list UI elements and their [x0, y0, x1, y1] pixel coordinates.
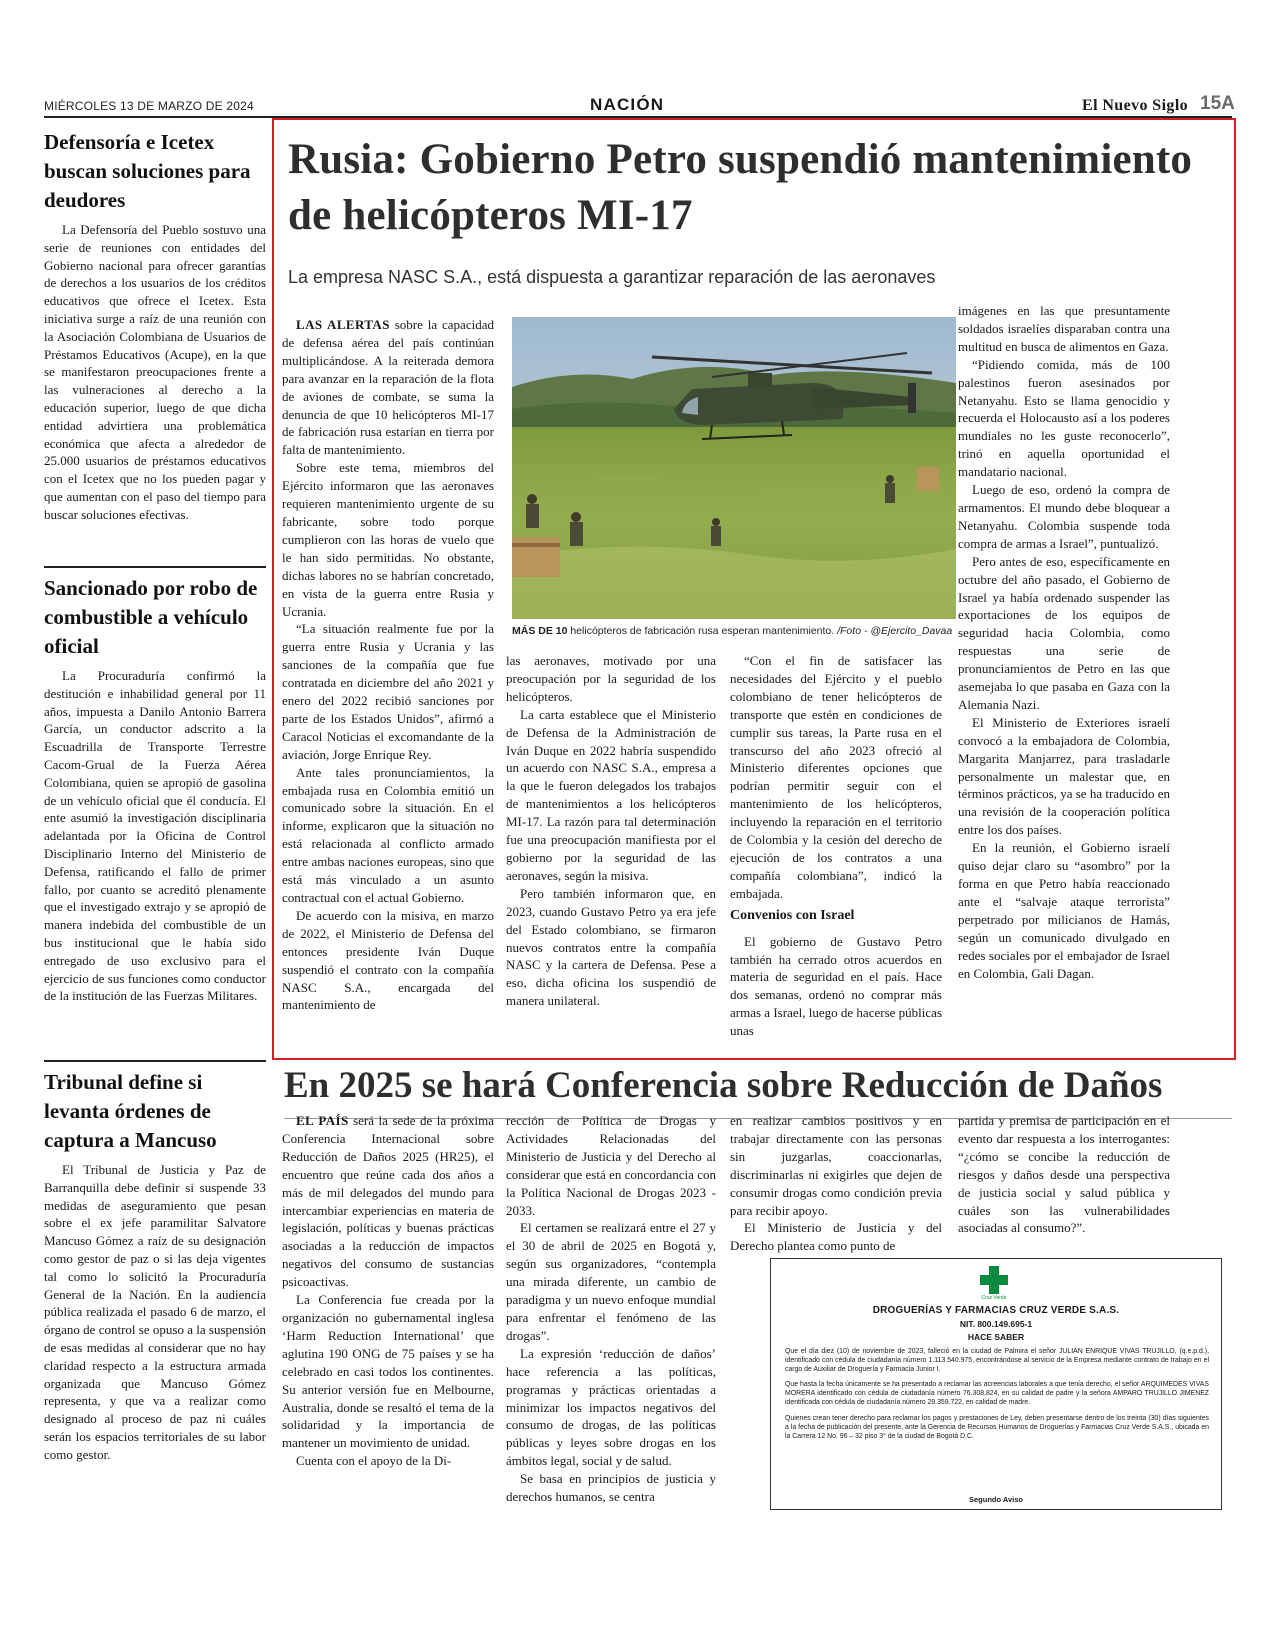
brief-body: La Defensoría del Pueblo sostuvo una serie de reuniones con entidades del Gobierno nacional para ofrecer garantías de derechos a los usuarios de los créditos educativos que ofrece el Icetex. Esta iniciativa surge a raíz de una reunión con la Asociación Colombiana de Usuarios de Préstamos Educativos (Acupe), en la que se manifestaron preocupaciones frente a las vulneraciones al derecho a la educación superior, luego de que dicha entidad advirtiera una problemática económica que afecta a alrededor de 25.000 usuarios de préstamos educativos con el Icetex que no los pueden pagar y que aumentan con el paso del tiempo para buscar soluciones efectivas.	[44, 222, 266, 522]
paragraph: En la reunión, el Gobierno israelí quiso dejar claro su “asombro” por la forma en que Petro había reaccionado ante el “salvaje ataque terrorista” perpetrado por milicianos de Hamás, según un comunicado divulgado en redes sociales por el embajador de Israel en Colombia, Gali Dagan.	[958, 840, 1170, 981]
main-column-1	[282, 316, 494, 1014]
main-column-2	[506, 652, 716, 1010]
paragraph: El Ministerio de Exteriores israelí convocó a la embajadora de Colombia, Margarita Manjarrez, para trasladarle personalmente un malestar que, en términos prácticos, ya se ha traducido en una revisión de la cooperación política entre los dos países.	[958, 714, 1170, 838]
paragraph: “Con el fin de satisfacer las necesidades del Ejército y el pueblo colombiano de tener helicópteros de transporte que estén en condiciones de cumplir sus tareas, la Parte rusa en el transcurso del año 2023 ofreció al Ministerio diferentes opciones que podrían permitir seguir con el mantenimiento de los helicópteros, incluyendo la reparación en el territorio de Colombia y la cesión del derecho de ejecución de los contratos a una compañía colombiana”, indicó la embajada.	[730, 653, 942, 901]
main-headline: Rusia: Gobierno Petro suspendió mantenimiento de helicópteros MI-17	[288, 136, 1193, 239]
notice-paragraph: Quienes crean tener derecho para reclamar los pagos y prestaciones de Ley, deben presentarse dentro de los treinta (30) días siguientes a la fecha de publicación del presente, ante la Gerencia de Recursos Humanos de Droguerías y Farmacias Cruz Verde S.A.S., ubicada en la Carrera 12 No. 96 – 32 piso 3° de la ciudad de Bogotá D.C.	[785, 1414, 1209, 1440]
notice-company: DROGUERÍAS Y FARMACIAS CRUZ VERDE S.A.S.	[872, 1305, 1120, 1316]
issue-date: MIÉRCOLES 13 DE MARZO DE 2024	[44, 99, 254, 113]
main-deck: La empresa NASC S.A., está dispuesta a garantizar reparación de las aeronaves	[288, 267, 936, 287]
sidebar-brief	[44, 128, 266, 524]
sidebar-brief	[44, 574, 266, 1005]
paragraph: sobre la capacidad de defensa aérea del país continúan multiplicándose. A la reiterada demora para avanzar en la reparación de la flota de aviones de combate, se suma la denuncia de que 10 helicópteros MI-17 de fabricación rusa estarían en tierra por falta de mantenimiento.	[282, 317, 494, 458]
paragraph: La expresión ‘reducción de daños’ hace referencia a las políticas, programas y prácticas orientadas a minimizar los impactos negativos del consumo de drogas, de las políticas públicas y leyes sobre drogas en los ámbitos legal, social y de salud.	[506, 1345, 716, 1469]
logo-caption: Cruz Verde	[981, 1295, 1007, 1301]
main-column-4	[958, 302, 1170, 982]
paragraph: Luego de eso, ordenó la compra de armamentos. El mundo debe bloquear a Netanyahu. Colombia suspende toda compra de armas a Israel”, puntualizó.	[958, 482, 1170, 551]
paragraph: “Pidiendo comida, más de 100 palestinos fueron asesinados por Netanyahu. Esto se llama genocidio y recuerda el Holocausto así a los poderes mundiales no les guste reconocerlo”, trinó en aquella oportunidad el mandatario nacional.	[958, 356, 1170, 480]
lead-in: EL PAÍS	[296, 1113, 349, 1128]
second-headline: En 2025 se hará Conferencia sobre Reducción de Daños	[284, 1065, 1163, 1106]
paragraph: Pero antes de eso, específicamente en octubre del año pasado, el Gobierno de Israel ya había ordenado suspender las exportaciones de los equipos de seguridad hacia Colombia, como respuestas una serie de pronunciamientos de Petro en las que asemejaba lo que pasaba en Gaza con la Alemania Nazi.	[958, 553, 1170, 712]
legal-notice	[770, 1258, 1222, 1510]
brief-body: La Procuraduría confirmó la destitución e inhabilidad general por 11 años, impuesta a Danilo Antonio Barrera García, un conductor adscrito a la Escuadrilla de Transporte Terrestre Cacom-Grual de la Fuerza Aérea Colombiana, quien se apropió de gasolina de un vehículo oficial que él conducía. El ente asumió la investigación disciplinaria adelantada por la Oficina de Control Disciplinario Interno del Ministerio de Defensa, ratificando el fallo de primer fallo, por cuanto se acreditó plenamente que el investigado extrajo y se apropió de manera indebida del combustible de un bus institucional que le había sido entregado de uso exclusivo para el ejercicio de sus funciones como conductor de la institución de las Fuerzas Militares.	[44, 668, 266, 1004]
notice-paragraph: Que el día diez (10) de noviembre de 2023, falleció en la ciudad de Palmira el señor JULIAN ENRIQUE VIVAS TRUJILLO, (q.e.p.d.), identificado con cédula de ciudadanía número 1.113.540.975, encontrándose al servicio de la Empresa mediante contrato de trabajo en el cargo de Auxiliar de Droguería y Farmacia Junior I.	[785, 1348, 1209, 1374]
paragraph: Ante tales pronunciamientos, la embajada rusa en Colombia emitió un comunicado sobre la situación. En el informe, explicaron que la situación no está relacionada al conflicto armado entre ambas naciones europeas, sino que está más vinculado a un asunto contractual con el actual Gobierno.	[282, 764, 494, 905]
second-column-4	[958, 1112, 1170, 1237]
caption-text: helicópteros de fabricación rusa esperan mantenimiento.	[567, 625, 835, 637]
paragraph: Cuenta con el apoyo de la Di-	[296, 1453, 452, 1469]
brief-body: El Tribunal de Justicia y Paz de Barranquilla debe definir si suspende 33 medidas de aseguramiento que pesan sobre el ex jefe paramilitar Salvatore Mancuso Gómez a raíz de su designación como gestor de paz o si las deja vigentes tal como lo solicitó la Procuraduría General de la Nación. En la audiencia pública realizada el pasado 6 de marzo, el órgano de control se opuso a la suspensión de esas medidas al considerar que no hay claridad respecto a la estructura armada organizada que Mancuso Gómez representa, y que va a realizar como designado al proceso de paz ni cuáles serán los espacios territoriales de su labor como gestor.	[44, 1162, 266, 1462]
paragraph: las aeronaves, motivado por una preocupación por la seguridad de los helicópteros.	[506, 653, 716, 704]
notice-signature: Segundo Aviso	[968, 1495, 1024, 1504]
paragraph: “La situación realmente fue por la guerra entre Rusia y Ucrania y las sanciones de la compañía que fue contratada en diciembre del año 2021 y enero del 2022 recibió sanciones por parte de los Estados Unidos”, afirmó a Caracol Noticias el excomandante de la aviación, Jorge Enrique Rey.	[282, 621, 494, 762]
notice-paragraph: Que hasta la fecha únicamente se ha presentado a reclamar las acreencias laborales a que tenía derecho, el señor ARQUIMEDES VIVAS MORERA identificado con cédula de ciudadanía número 76.308.824, en su calidad de padre y la señora AMPARO TRUJILLO JIMENEZ identificada con cédula de ciudadanía número 29.359.722, en calidad de madre.	[785, 1381, 1209, 1407]
subheading: Convenios con Israel	[730, 907, 855, 923]
brief-headline: Tribunal define si levanta órdenes de captura a Mancuso	[44, 1070, 217, 1152]
paragraph: Sobre este tema, miembros del Ejército informaron que las aeronaves requieren mantenimiento urgente de su fabricante, sobre todo porque cumplieron con las horas de vuelo que le han sido permitidas. No obstante, dichas labores no se habrían concretado, en vista de la guerra entre Rusia y Ucrania.	[282, 460, 494, 619]
brief-headline: Defensoría e Icetex buscan soluciones para deudores	[44, 130, 251, 212]
newspaper-name: El Nuevo Siglo	[1082, 97, 1189, 114]
photo-credit: /Foto - @Ejercito_Davaa	[834, 625, 953, 637]
paragraph: El Ministerio de Justicia y del Derecho plantea como punto de	[730, 1220, 942, 1254]
paragraph: en realizar cambios positivos y en trabajar directamente con las personas sin juzgarlas, coaccionarlas, discriminarlas ni exigirles que dejen de consumir drogas como condición previa para recibir apoyo.	[730, 1113, 942, 1218]
sidebar-divider	[44, 1060, 266, 1062]
second-column-2	[506, 1112, 716, 1506]
second-column-1	[282, 1112, 494, 1470]
paragraph: La carta establece que el Ministerio de Defensa de la Administración de Iván Duque en 2022 habría suspendido un acuerdo con NASC S.A., empresa a la que le fueron delegados los trabajos de mantenimientos a los helicópteros MI-17. La razón para tal determinación fue una preocupación manifiesta por el gobierno por la seguridad de las aeronaves, según la misiva.	[506, 706, 716, 883]
notice-body	[785, 1347, 1209, 1447]
notice-nit: NIT. 800.149.695-1	[959, 1319, 1033, 1329]
brief-headline: Sancionado por robo de combustible a vehículo oficial	[44, 576, 258, 658]
paragraph: rección de Política de Drogas y Actividades Relacionadas del Ministerio de Justicia y del Derecho al considerar que está en concordancia con la Política Nacional de Drogas 2023 - 2033.	[506, 1113, 716, 1218]
caption-lead: MÁS DE 10	[512, 625, 568, 637]
paragraph: La Conferencia fue creada por la organización no gubernamental inglesa ‘Harm Reduction International’ que aglutina 190 ONG de 75 países y se ha celebrado en casi todos los continentes. Su anterior versión fue en Melbourne, Australia, donde se resaltó el tema de la solidaridad y la importancia de mantener un movimiento de unidad.	[282, 1292, 494, 1451]
paragraph: El gobierno de Gustavo Petro también ha cerrado otros acuerdos en materia de seguridad en el país. Hace dos semanas, ordenó no comprar más armas a Israel, luego de hacerse públicas unas	[730, 933, 942, 1039]
paragraph: De acuerdo con la misiva, en marzo de 2022, el Ministerio de Defensa del entonces presidente Iván Duque suspendió el contrato con la compañía NASC S.A., encargada del mantenimiento de	[282, 907, 494, 1013]
helicopter-photo-image	[512, 317, 956, 619]
paragraph: El certamen se realizará entre el 27 y el 30 de abril de 2025 en Bogotá y, según sus organizadores, “contempla una mirada diferente, un cambio de paradigma y un nuevo enfoque mundial para enfrentar el fenómeno de las drogas”.	[506, 1220, 716, 1343]
paragraph: imágenes en las que presuntamente soldados israelíes disparaban contra una multitud en busca de alimentos en Gaza.	[958, 303, 1170, 354]
paragraph: Pero también informaron que, en 2023, cuando Gustavo Petro ya era jefe del Estado colombiano, se firmaron nuevos contratos entre la compañía NASC y la cartera de Defensa. Pese a eso, dicha oficina los suspendió de manera unilateral.	[506, 885, 716, 1009]
lead-in: LAS ALERTAS	[296, 317, 390, 332]
cruz-verde-logo-icon	[979, 1265, 1009, 1295]
notice-heading: HACE SABER	[967, 1332, 1025, 1342]
paragraph: será la sede de la próxima Conferencia Internacional sobre Reducción de Daños 2025 (HR25), el encuentro que reúne cada dos años a más de mil delegados del mundo para intercambiar experiencias en materia de legislación, políticas y buenas prácticas asociadas a la reducción de impactos negativos del consumo de sustancias psicoactivas.	[282, 1113, 495, 1290]
paragraph: partida y premisa de participación en el evento dar respuesta a los interrogantes: “¿cómo se concibe la reducción de riesgos y daños desde una perspectiva de justicia social y salud pública y cuáles son las vulnerabilidades asociadas al consumo?”.	[958, 1113, 1170, 1236]
photo-caption	[512, 624, 956, 639]
helicopter-photo	[512, 317, 956, 619]
section-name: NACIÓN	[590, 95, 665, 114]
paragraph: Se basa en principios de justicia y derechos humanos, se centra	[506, 1471, 716, 1505]
sidebar-brief	[44, 1068, 266, 1464]
main-column-3	[730, 652, 942, 1040]
page-number: 15A	[1200, 93, 1235, 114]
second-column-3	[730, 1112, 942, 1255]
sidebar-divider	[44, 566, 266, 568]
